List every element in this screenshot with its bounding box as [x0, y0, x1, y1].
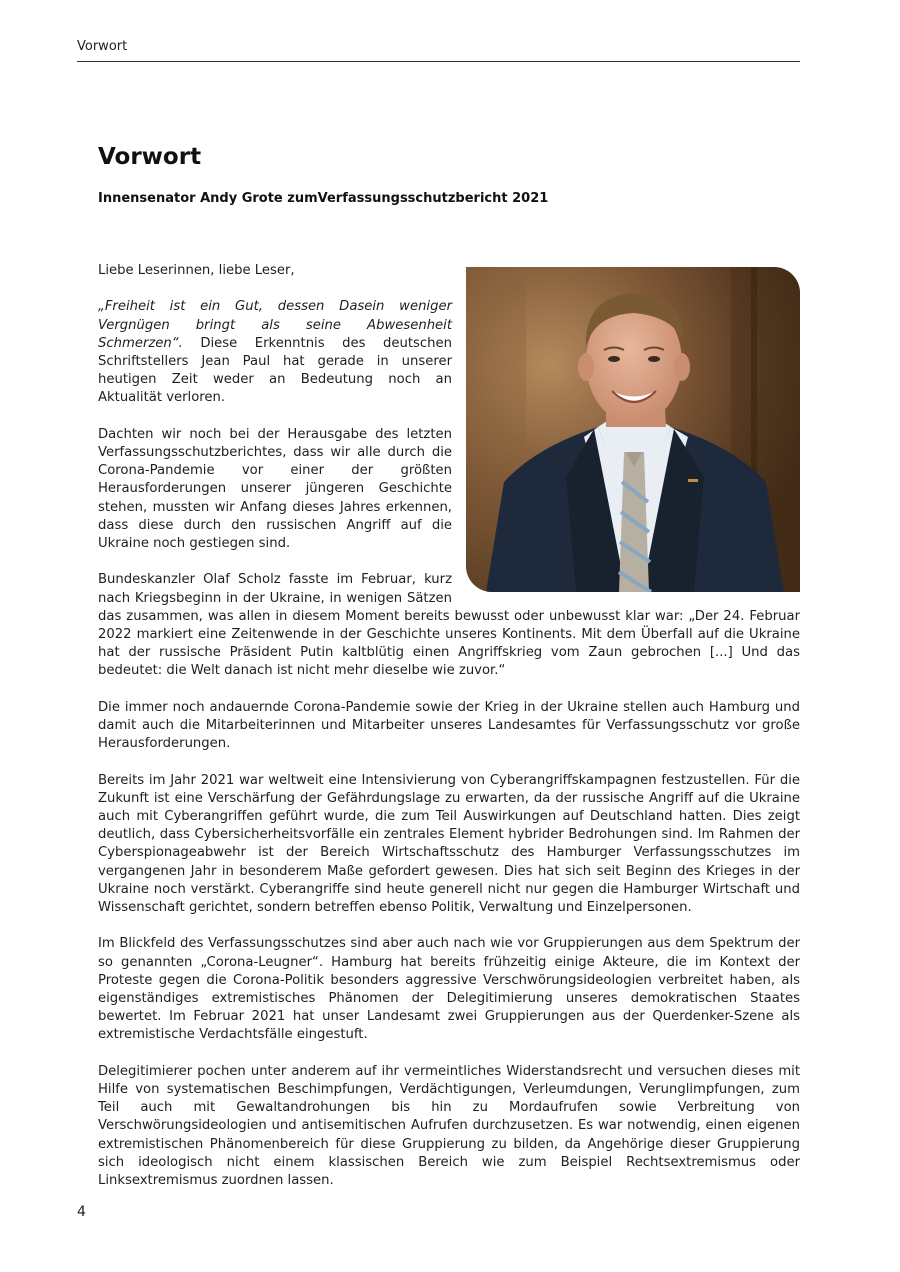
portrait-photo [466, 267, 800, 592]
page-subtitle: Innensenator Andy Grote zumVerfassungsschutzbericht 2021 [98, 191, 549, 206]
body-text [98, 262, 800, 1208]
paragraph-7: Delegitimierer pochen unter anderem auf ihr vermeintliches Widerstandsrecht und versuchen dieses mit Hilfe von systematischen Beschimpfungen, Verdächtigungen, Verleumdungen, Verunglimpfungen, zum Teil auch mit Gewaltandrohungen bis hin zu Mordaufrufen sowie Verbreitung von Verschwörungsideologien und antisemitischen Aufrufen durchzusetzen. Es war notwendig, einen eigenen extremistischen Phänomenbereich für diese Gruppierung zu bilden, da Angehörige dieser Gruppierung sich ideologisch nicht einem klassischen Bereich wie zum Beispiel Rechtsextremismus oder Linksextremismus zuordnen lassen. [98, 1063, 800, 1189]
paragraph-4: Die immer noch andauernde Corona-Pandemie sowie der Krieg in der Ukraine stellen auch Hamburg und damit auch die Mitarbeiterinnen und Mitarbeiter unseres Landesamtes für Verfassungsschutz vor große Herausforderungen. [98, 699, 800, 752]
paragraph-2: Dachten wir noch bei der Herausgabe des letzten Verfassungsschutzberichtes, dass wir alle durch die Corona-Pandemie vor einer der größten Herausforderungen unserer jüngeren Geschichte stehen, mussten wir Anfang dieses Jahres erkennen, dass diese durch den russischen Angriff auf die Ukraine noch gestiegen sind. [98, 426, 452, 552]
salutation: Liebe Leserinnen, liebe Leser, [98, 263, 295, 278]
paragraph-5: Bereits im Jahr 2021 war weltweit eine Intensivierung von Cyberangriffskampagnen festzustellen. Für die Zukunft ist eine Verschärfung der Gefährdungslage zu erwarten, da der russische Angriff auf die Ukraine auch mit Cyberangriffen geführt wurde, die zum Teil Auswirkungen auf Deutschland hatten. Dies zeigt deutlich, dass Cybersicherheitsvorfälle ein zentrales Element hybrider Bedrohungen sind. Im Rahmen der Cyberspionageabwehr ist der Bereich Wirtschaftsschutz des Hamburger Verfassungsschutzes im vergangenen Jahr in besonderem Maße gefordert gewesen. Dies hat sich seit Beginn des Krieges in der Ukraine noch verstärkt. Cyberangriffe sind heute generell nicht nur gegen die Hamburger Wirtschaft und Wissenschaft gerichtet, sondern betreffen ebenso Politik, Verwaltung und Einzelpersonen. [98, 772, 800, 916]
jean-paul-quote: „Freiheit ist ein Gut, dessen Dasein weniger Vergnügen bringt als seine Abwesenheit Schmerzen“. [98, 299, 452, 351]
running-header: Vorwort [77, 39, 128, 54]
header-divider [77, 61, 800, 62]
page-number: 4 [77, 1204, 86, 1220]
paragraph-6: Im Blickfeld des Verfassungsschutzes sind aber auch nach wie vor Gruppierungen aus dem Spektrum der so genannten „Corona-Leugner“. Hamburg hat bereits frühzeitig einige Akteure, die im Kontext der Proteste gegen die Corona-Politik besonders aggressive Verschwörungsideologien verbreitet haben, als eigenständiges extremistisches Phänomen der Delegitimierung unseres demokratischen Staates bewertet. Im Februar 2021 hat unser Landesamt zwei Gruppierungen aus der Querdenker-Szene als extremistische Verdachtsfälle eingestuft. [98, 936, 800, 1043]
paragraph-1-text: Diese Erkenntnis des deutschen Schriftstellers Jean Paul hat gerade in unserer heutigen Zeit weder an Bedeutung noch an Aktualität verloren. [98, 335, 452, 406]
page-title: Vorwort [98, 144, 202, 170]
paragraph-3: Bundeskanzler Olaf Scholz fasste im Februar, kurz nach Kriegsbeginn in der Ukraine, in wenigen Sätzen das zusammen, was allen in diesem Moment bereits bewusst oder unbewusst klar war: „Der 24. Februar 2022 markiert eine Zeitenwende in der Geschichte unseres Kontinents. Mit dem Überfall auf die Ukraine hat der russische Präsident Putin kaltblütig einen Angriffskrieg vom Zaun gebrochen [...] Und das bedeutet: die Welt danach ist nicht mehr dieselbe wie zuvor.“ [98, 572, 800, 679]
